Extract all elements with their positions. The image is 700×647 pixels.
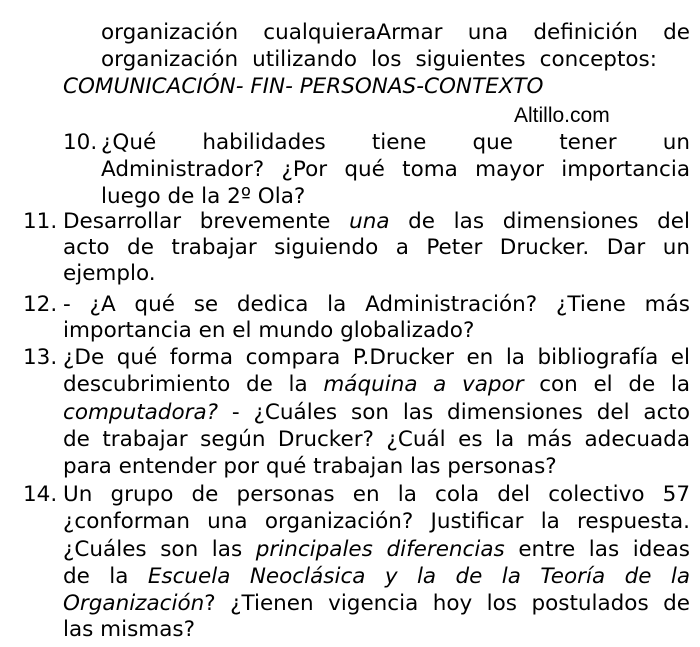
text-span: Desarrollar brevemente <box>63 209 350 234</box>
question-13-line <box>63 398 690 427</box>
question-14-line <box>63 589 690 618</box>
question-14-line <box>63 562 690 591</box>
concepts-line: COMUNICACIÓN- FIN- PERSONAS-CONTEXTO <box>63 74 544 99</box>
question-13-line: ¿De qué forma compara P.Drucker en la bibliografía el <box>63 345 690 370</box>
text-span: con el de la <box>523 372 690 397</box>
question-12-line: importancia en el mundo globalizado? <box>63 318 475 343</box>
text-line: organización cualquieraArmar una definición de <box>101 20 690 45</box>
question-14-line <box>63 535 690 564</box>
question-number: 14. <box>23 482 58 507</box>
text-span: ? ¿Tienen vigencia hoy los postulados de <box>204 591 690 616</box>
text-span: de la <box>63 564 148 589</box>
text-span: - ¿Cuáles son las dimensiones del acto <box>218 400 690 425</box>
question-11-line: ejemplo. <box>63 261 156 286</box>
question-10-line: ¿Qué habilidades tiene que tener un <box>101 130 690 155</box>
emphasis-span: Organización <box>63 591 205 616</box>
question-11-line: acto de trabajar siguiendo a Peter Drucker. Dar un <box>63 235 690 260</box>
emphasis-span: una <box>349 209 390 234</box>
question-14-line: Un grupo de personas en la cola del colectivo 57 <box>63 482 690 507</box>
question-11-line <box>63 207 690 236</box>
text-line: organización utilizando los siguientes conceptos: <box>101 47 657 72</box>
text-span: ¿Cuáles son las <box>63 537 256 562</box>
question-13-line: de trabajar según Drucker? ¿Cuál es la más adecuada <box>63 427 690 452</box>
question-13-line: para entender por qué trabajan las personas? <box>63 454 557 479</box>
emphasis-span: computadora? <box>63 400 219 425</box>
text-span: entre las ideas <box>504 537 690 562</box>
emphasis-span: máquina a vapor <box>323 372 524 397</box>
question-10-line: luego de la 2º Ola? <box>101 184 306 209</box>
question-14-line: las mismas? <box>63 617 196 642</box>
emphasis-span: Escuela Neoclásica y la de la Teoría de la <box>147 564 690 589</box>
text-span: descubrimiento de la <box>63 372 324 397</box>
watermark: Altillo.com <box>514 104 610 127</box>
question-10-line: Administrador? ¿Por qué toma mayor importancia <box>101 157 690 182</box>
question-12-line: - ¿A qué se dedica la Administración? ¿Tiene más <box>63 292 690 317</box>
question-14-line: ¿conforman una organización? Justificar la respuesta. <box>63 509 690 534</box>
question-13-line <box>63 370 690 399</box>
question-number: 10. <box>63 130 98 155</box>
emphasis-span: principales diferencias <box>255 537 505 562</box>
question-number: 11. <box>23 209 58 234</box>
question-number: 13. <box>23 345 58 370</box>
question-number: 12. <box>23 292 58 317</box>
text-span: de las dimensiones del <box>389 209 690 234</box>
